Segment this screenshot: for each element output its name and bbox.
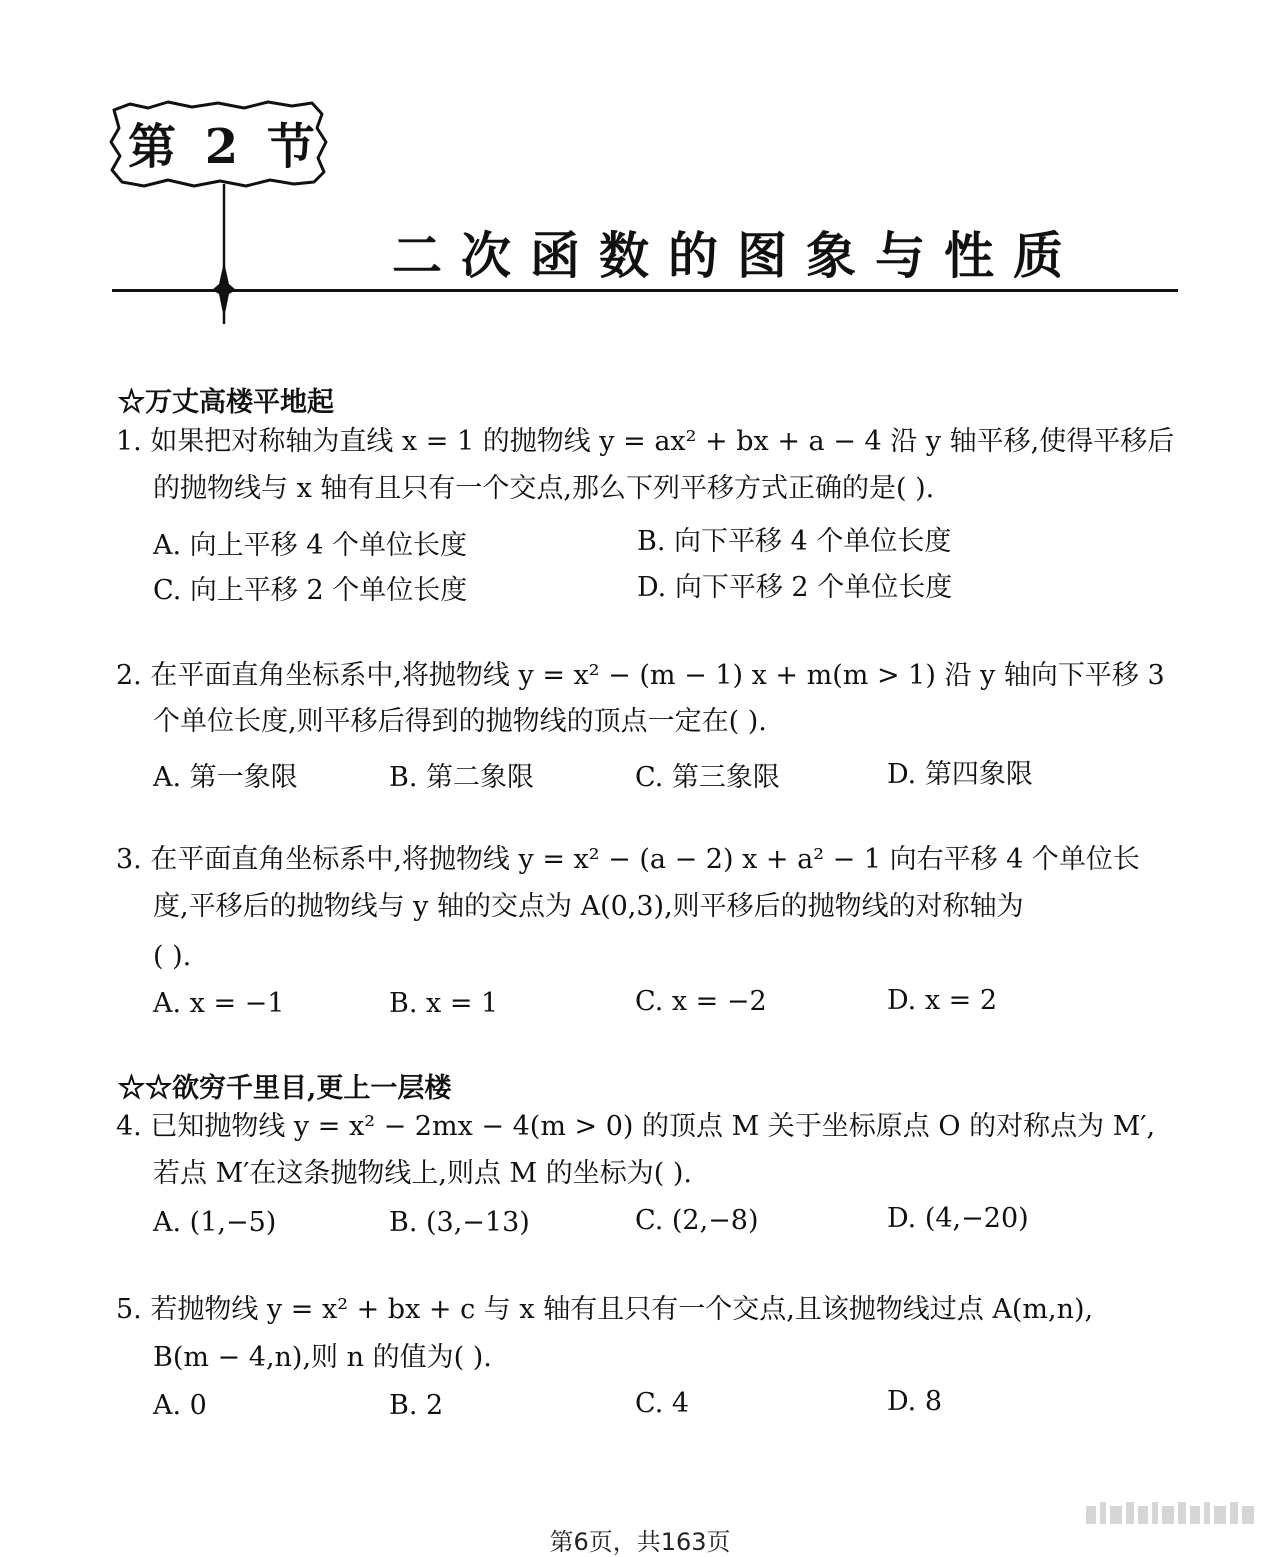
section-heading: ☆☆欲穷千里目,更上一层楼 bbox=[118, 1073, 452, 1104]
question-1-line-2: 的抛物线与 x 轴有且只有一个交点,那么下列平移方式正确的是( ). bbox=[153, 473, 935, 504]
question-4-line-1: 4. 已知抛物线 y = x² − 2mx − 4(m > 0) 的顶点 M 关于坐标原点 O 的对称点为 M′, bbox=[116, 1111, 1156, 1142]
question-2-option-b: B. 第二象限 bbox=[389, 762, 535, 793]
page-indicator: 第6页，共163页 bbox=[549, 1528, 731, 1556]
question-3-line-1: 3. 在平面直角坐标系中,将抛物线 y = x² − (a − 2) x + a² − 1 向右平移 4 个单位长 bbox=[116, 844, 1140, 875]
question-4-option-a: A. (1,−5) bbox=[153, 1207, 277, 1238]
question-5-option-b: B. 2 bbox=[389, 1390, 444, 1421]
question-2-line-1: 2. 在平面直角坐标系中,将抛物线 y = x² − (m − 1) x + m(m > 1) 沿 y 轴向下平移 3 bbox=[116, 660, 1165, 691]
question-4-option-c: C. (2,−8) bbox=[635, 1205, 759, 1236]
question-5-line-1: 5. 若抛物线 y = x² + bx + c 与 x 轴有且只有一个交点,且该抛物线过点 A(m,n), bbox=[116, 1294, 1094, 1325]
question-1-option-d: D. 向下平移 2 个单位长度 bbox=[637, 572, 953, 603]
header-ornament-icon bbox=[212, 184, 236, 324]
question-4-option-d: D. (4,−20) bbox=[887, 1203, 1029, 1234]
question-5-option-d: D. 8 bbox=[887, 1386, 943, 1417]
question-2-line-2: 个单位长度,则平移后得到的抛物线的顶点一定在( ). bbox=[153, 706, 767, 737]
question-3-option-b: B. x = 1 bbox=[389, 988, 499, 1019]
question-1-option-c: C. 向上平移 2 个单位长度 bbox=[153, 575, 468, 606]
question-2-option-c: C. 第三象限 bbox=[635, 762, 780, 793]
question-1-option-a: A. 向上平移 4 个单位长度 bbox=[153, 530, 468, 561]
question-4-option-b: B. (3,−13) bbox=[389, 1207, 530, 1238]
question-3-option-c: C. x = −2 bbox=[635, 986, 767, 1017]
question-1-option-b: B. 向下平移 4 个单位长度 bbox=[637, 526, 952, 557]
question-3-option-a: A. x = −1 bbox=[153, 988, 285, 1019]
section-badge: 第 2 节 bbox=[128, 119, 321, 175]
question-5-line-2: B(m − 4,n),则 n 的值为( ). bbox=[153, 1342, 492, 1373]
question-5-option-c: C. 4 bbox=[635, 1388, 690, 1419]
question-2-option-a: A. 第一象限 bbox=[153, 762, 298, 793]
question-5-option-a: A. 0 bbox=[153, 1390, 207, 1421]
question-3-line-3: ( ). bbox=[153, 941, 192, 972]
question-1-line-1: 1. 如果把对称轴为直线 x = 1 的抛物线 y = ax² + bx + a − 4 沿 y 轴平移,使得平移后 bbox=[116, 426, 1175, 457]
header-rule bbox=[112, 289, 1178, 292]
section-heading: ☆万丈高楼平地起 bbox=[118, 387, 334, 418]
question-3-line-2: 度,平移后的抛物线与 y 轴的交点为 A(0,3),则平移后的抛物线的对称轴为 bbox=[153, 891, 1024, 922]
page-title: 二次函数的图象与性质 bbox=[392, 227, 1082, 285]
question-2-option-d: D. 第四象限 bbox=[887, 759, 1033, 790]
question-4-line-2: 若点 M′在这条抛物线上,则点 M 的坐标为( ). bbox=[153, 1158, 692, 1189]
question-3-option-d: D. x = 2 bbox=[887, 985, 998, 1016]
